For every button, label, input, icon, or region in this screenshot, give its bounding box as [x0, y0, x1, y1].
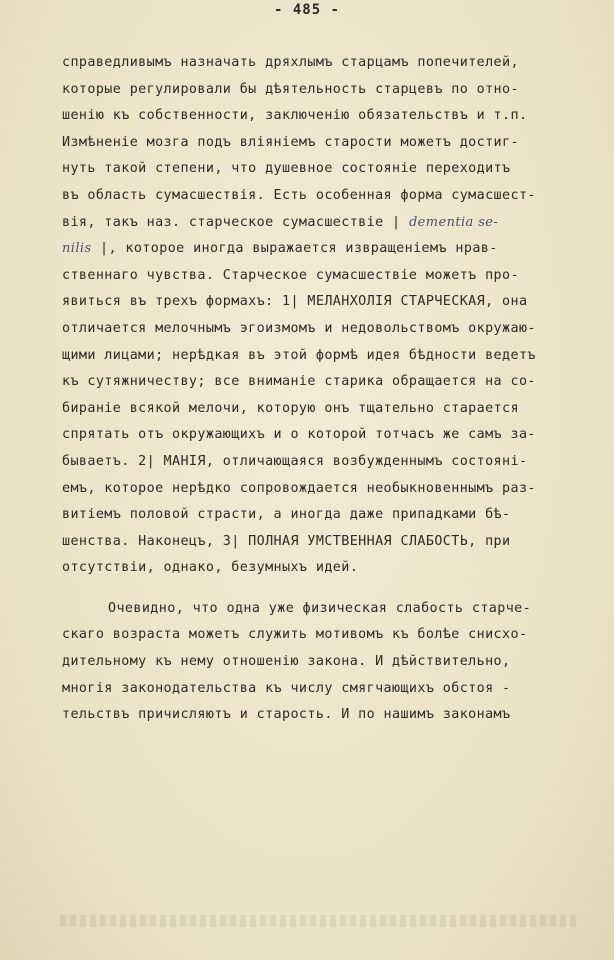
text-line: явиться въ трехъ формахъ: 1| МЕЛАНХОЛІЯ СТАРЧЕСКАЯ, она: [62, 294, 528, 310]
text-line: къ сутяжничеству; все вниманіе старика обращается на со-: [62, 374, 536, 390]
text-line: скаго возраста можетъ служить мотивомъ къ болѣе снисхо-: [62, 627, 528, 643]
text-line: витіемъ половой страсти, а иногда даже припадками бѣ-: [62, 507, 511, 523]
text-line: шенію къ собственности, заключенію обязательствъ и т.п.: [62, 108, 528, 124]
text-line: ственнаго чувства. Старческое сумасшествіе можетъ про-: [62, 267, 519, 283]
text-line: отсутствіи, однако, безумныхъ идей.: [62, 560, 359, 576]
text-line: въ область сумасшествія. Есть особенная форма сумасшест-: [62, 187, 536, 203]
text-line-with-handwriting: [62, 236, 602, 263]
text-line: тельствъ причисляютъ и старость. И по нашимъ законамъ: [62, 707, 511, 723]
text-line: которые регулировали бы дѣятельность старцевъ по отно-: [62, 81, 519, 97]
text-line: Измѣненіе мозга подъ вліяніемъ старости можетъ достиг-: [62, 134, 519, 150]
text-line: шенства. Наконецъ, 3| ПОЛНАЯ УМСТВЕННАЯ СЛАБОСТЬ, при: [62, 533, 511, 549]
text-line: отличается мелочнымъ эгоизмомъ и недовольствомъ окружаю-: [62, 320, 536, 336]
text-line: бываетъ. 2| МАНІЯ, отличающаяся возбужденнымъ состояні-: [62, 453, 528, 469]
text-line: дительному къ нему отношенію закона. И дѣйствительно,: [62, 654, 511, 670]
typed-text-body: [62, 50, 602, 729]
text-line: биранiе всякой мелочи, которую онъ тщательно старается: [62, 400, 519, 416]
text-line: спрятать отъ окружающихъ и о которой тотчасъ же самъ за-: [62, 427, 536, 443]
text-line: нуть такой степени, что душевное состояніе переходитъ: [62, 161, 511, 177]
faint-show-through-text: [60, 915, 580, 927]
page-number: - 485 -: [273, 2, 340, 18]
text-line: многія законодательства къ числу смягчающихъ обстоя -: [62, 680, 511, 696]
paragraph-start-line: Очевидно, что одна уже физическая слабость старче-: [108, 600, 532, 616]
text-line: емъ, которое нерѣдко сопровождается необыкновеннымъ раз-: [62, 480, 536, 496]
text-line-segment: вія, такъ наз. старческое сумасшествіе |: [62, 214, 401, 230]
text-line-with-handwriting: [62, 210, 602, 237]
text-line: щими лицами; нерѣдкая въ этой формѣ идея бѣдности ведетъ: [62, 347, 536, 363]
text-line: справедливымъ назначать дряхлымъ старцамъ попечителей,: [62, 55, 519, 70]
handwritten-latin-term: dementia se-: [408, 214, 499, 230]
text-line-segment: |, которое иногда выражается извращеніемъ нрав-: [100, 241, 498, 257]
handwritten-latin-term: nilis: [62, 241, 92, 257]
